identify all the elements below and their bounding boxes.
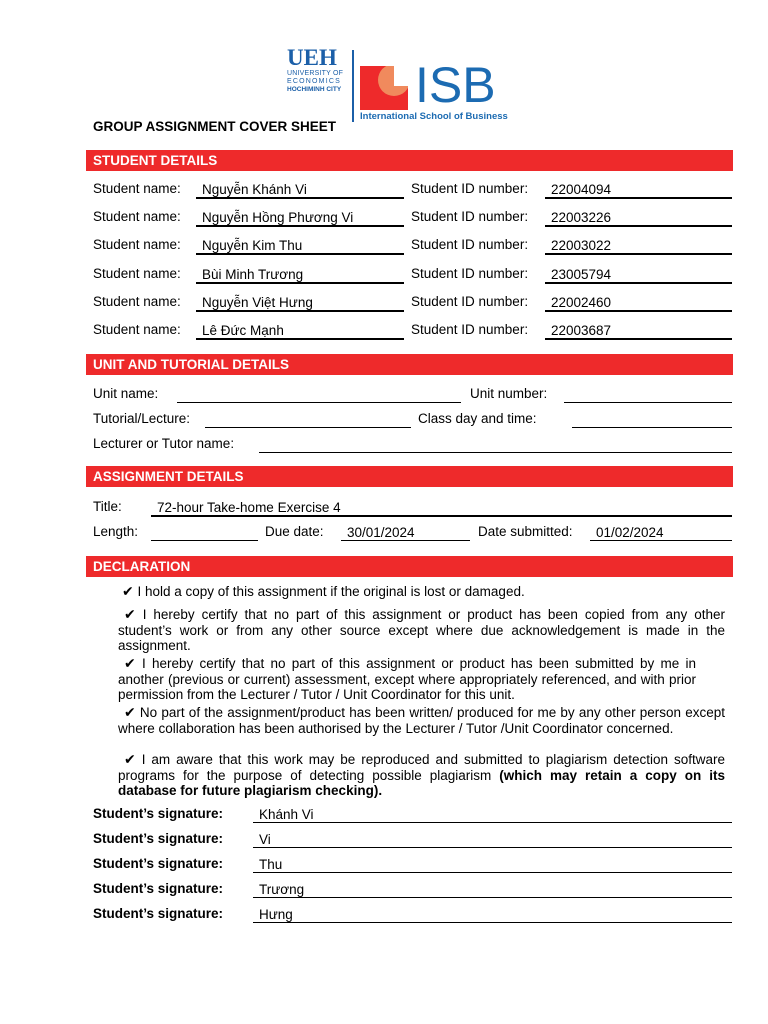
student-name-label: Student name: bbox=[93, 181, 181, 196]
unit-number-field[interactable] bbox=[564, 386, 732, 403]
declaration-item: ✔ No part of the assignment/product has been written/ produced for me by any other person except where collaboration has been authorised by the Lecturer / Tutor /Unit Coordinator concerned. bbox=[118, 704, 725, 736]
page-title: GROUP ASSIGNMENT COVER SHEET bbox=[93, 119, 337, 134]
length-label: Length: bbox=[93, 524, 139, 539]
declaration-item: ✔ I am aware that this work may be reproduced and submitted to plagiarism detection software programs for the purpose of detecting possible plagiarism (which may retain a copy on its database for future plagiarism checking). bbox=[118, 751, 725, 798]
student-id-field[interactable]: 22002460 bbox=[545, 294, 732, 312]
student-id-label: Student ID number: bbox=[411, 294, 529, 309]
student-name-label: Student name: bbox=[93, 209, 181, 224]
student-name-label: Student name: bbox=[93, 237, 181, 252]
isb-logo-subtitle: International School of Business bbox=[360, 111, 508, 122]
title-label: Title: bbox=[93, 499, 122, 514]
class-time-label: Class day and time: bbox=[418, 411, 537, 426]
signature-label: Student’s signature: bbox=[93, 831, 224, 846]
lecturer-field[interactable] bbox=[259, 436, 732, 453]
unit-number-label: Unit number: bbox=[470, 386, 548, 401]
tutorial-label: Tutorial/Lecture: bbox=[93, 411, 191, 426]
tutorial-field[interactable] bbox=[205, 411, 411, 428]
checkmark-icon: ✔ bbox=[122, 583, 134, 599]
student-name-field[interactable]: Bùi Minh Trương bbox=[196, 266, 404, 284]
declaration-item: ✔ I hold a copy of this assignment if the original is lost or damaged. bbox=[122, 583, 525, 599]
student-id-label: Student ID number: bbox=[411, 181, 529, 196]
unit-name-label: Unit name: bbox=[93, 386, 159, 401]
student-id-label: Student ID number: bbox=[411, 322, 529, 337]
assignment-details-header: ASSIGNMENT DETAILS bbox=[86, 466, 733, 487]
student-name-field[interactable]: Nguyễn Việt Hưng bbox=[196, 294, 404, 312]
declaration-item: ✔ I hereby certify that no part of this assignment or product has been copied from any other student’s work or from any other source except where due acknowledgement is made in the assignment. bbox=[118, 606, 725, 653]
student-details-header: STUDENT DETAILS bbox=[86, 150, 733, 171]
date-submitted-field[interactable]: 01/02/2024 bbox=[590, 524, 732, 541]
unit-details-header: UNIT AND TUTORIAL DETAILS bbox=[86, 354, 733, 375]
student-name-field[interactable]: Lê Đức Mạnh bbox=[196, 322, 404, 340]
student-id-field[interactable]: 22003226 bbox=[545, 209, 732, 227]
student-id-field[interactable]: 22004094 bbox=[545, 181, 732, 199]
logo-divider bbox=[352, 50, 354, 122]
student-name-label: Student name: bbox=[93, 266, 181, 281]
student-name-label: Student name: bbox=[93, 322, 181, 337]
signature-label: Student’s signature: bbox=[93, 881, 224, 896]
ueh-logo-line1: UNIVERSITY OF bbox=[287, 70, 344, 77]
checkmark-icon: ✔ bbox=[124, 704, 136, 720]
signature-label: Student’s signature: bbox=[93, 856, 224, 871]
checkmark-icon: ✔ bbox=[124, 751, 136, 767]
class-time-field[interactable] bbox=[572, 411, 732, 428]
student-id-label: Student ID number: bbox=[411, 266, 529, 281]
student-id-field[interactable]: 22003022 bbox=[545, 237, 732, 255]
student-name-field[interactable]: Nguyễn Kim Thu bbox=[196, 237, 404, 255]
signature-field[interactable]: Thu bbox=[253, 856, 732, 873]
student-id-label: Student ID number: bbox=[411, 237, 529, 252]
signature-label: Student’s signature: bbox=[93, 906, 224, 921]
ueh-logo-abbr: UEH bbox=[287, 45, 337, 70]
date-submitted-label: Date submitted: bbox=[478, 524, 573, 539]
ueh-logo-line2: ECONOMICS bbox=[287, 78, 341, 85]
length-field[interactable] bbox=[151, 524, 258, 541]
signature-field[interactable]: Vi bbox=[253, 831, 732, 848]
ueh-logo-line3: HOCHIMINH CITY bbox=[287, 86, 342, 93]
isb-logo-mark bbox=[360, 66, 408, 110]
student-name-field[interactable]: Nguyễn Hồng Phương Vi bbox=[196, 209, 404, 227]
signature-field[interactable]: Trương bbox=[253, 881, 732, 898]
signature-field[interactable]: Khánh Vi bbox=[253, 806, 732, 823]
ueh-logo bbox=[287, 46, 349, 100]
student-name-field[interactable]: Nguyễn Khánh Vi bbox=[196, 181, 404, 199]
declaration-item: ✔ I hereby certify that no part of this assignment or product has been submitted by me in another (previous or current) assessment, except where appropriately referenced, and with prior permission from the Lecturer / Tutor / Unit Coordinator for this unit. bbox=[118, 655, 696, 702]
checkmark-icon: ✔ bbox=[124, 655, 136, 671]
assignment-title-field[interactable]: 72-hour Take-home Exercise 4 bbox=[151, 499, 732, 517]
lecturer-label: Lecturer or Tutor name: bbox=[93, 436, 235, 451]
due-date-field[interactable]: 30/01/2024 bbox=[341, 524, 470, 541]
declaration-header: DECLARATION bbox=[86, 556, 733, 577]
declaration-bold-note: (which may retain a copy on its database for future plagiarism checking). bbox=[118, 767, 725, 798]
unit-name-field[interactable] bbox=[177, 386, 461, 403]
student-id-label: Student ID number: bbox=[411, 209, 529, 224]
isb-logo bbox=[360, 57, 520, 124]
student-name-label: Student name: bbox=[93, 294, 181, 309]
due-date-label: Due date: bbox=[265, 524, 324, 539]
student-id-field[interactable]: 23005794 bbox=[545, 266, 732, 284]
student-id-field[interactable]: 22003687 bbox=[545, 322, 732, 340]
signature-field[interactable]: Hưng bbox=[253, 906, 732, 923]
isb-logo-abbr: ISB bbox=[415, 57, 496, 113]
signature-label: Student’s signature: bbox=[93, 806, 224, 821]
checkmark-icon: ✔ bbox=[124, 606, 136, 622]
